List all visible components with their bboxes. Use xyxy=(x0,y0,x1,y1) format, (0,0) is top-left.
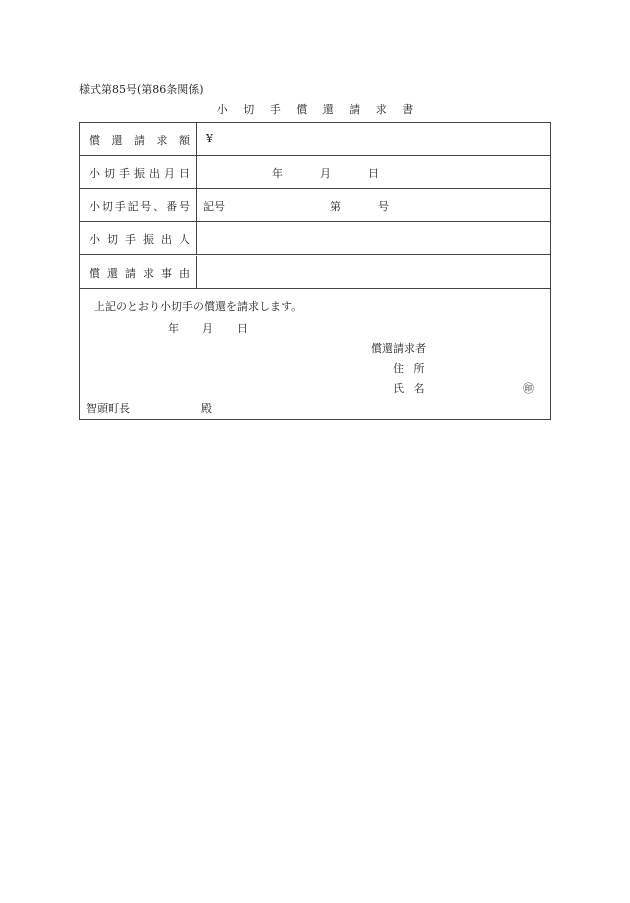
label-cell xyxy=(80,189,197,221)
label-claim-reason: 償還請求事由 xyxy=(89,267,190,280)
declaration-day: 日 xyxy=(237,322,248,335)
dai-label: 第 xyxy=(330,200,341,213)
label-issue-date: 小切手振出月日 xyxy=(89,167,190,180)
drawer-field[interactable] xyxy=(197,222,550,254)
symbol-label: 記号 xyxy=(203,200,225,213)
row-claim-reason xyxy=(80,256,550,289)
issue-date-field[interactable] xyxy=(197,156,550,188)
row-issue-date xyxy=(80,156,550,189)
claim-reason-field[interactable] xyxy=(197,256,550,288)
claim-amount-field[interactable] xyxy=(197,123,550,155)
form-number: 様式第85号(第86条関係) xyxy=(79,83,204,96)
label-drawer: 小切手振出人 xyxy=(89,233,190,246)
seal-mark: ㊞ xyxy=(523,382,534,395)
declaration-statement: 上記のとおり小切手の償還を請求します。 xyxy=(94,300,303,313)
month-label: 月 xyxy=(320,167,331,180)
name-label: 氏 名 xyxy=(393,382,428,395)
row-drawer xyxy=(80,222,550,255)
label-cell xyxy=(80,156,197,188)
label-claim-amount: 償還請求額 xyxy=(89,134,190,147)
label-cell xyxy=(80,222,197,254)
claim-form-table xyxy=(79,122,551,420)
document-title: 小 切 手 償 還 請 求 書 xyxy=(216,103,420,116)
address-label: 住 所 xyxy=(393,362,428,375)
label-cell xyxy=(80,123,197,155)
honorific: 殿 xyxy=(201,402,212,415)
label-cell xyxy=(80,256,197,288)
yen-sign: ¥ xyxy=(206,132,213,145)
declaration-year: 年 xyxy=(168,322,179,335)
row-check-number xyxy=(80,189,550,222)
year-label: 年 xyxy=(272,167,283,180)
declaration-month: 月 xyxy=(202,322,213,335)
declaration-section xyxy=(80,290,550,419)
addressee: 智頭町長 xyxy=(86,402,130,415)
go-label: 号 xyxy=(378,200,389,213)
row-claim-amount xyxy=(80,123,550,156)
claimant-label: 償還請求者 xyxy=(371,342,426,355)
check-number-field[interactable] xyxy=(197,189,550,221)
day-label: 日 xyxy=(368,167,379,180)
label-check-number: 小切手記号、番号 xyxy=(89,200,190,213)
